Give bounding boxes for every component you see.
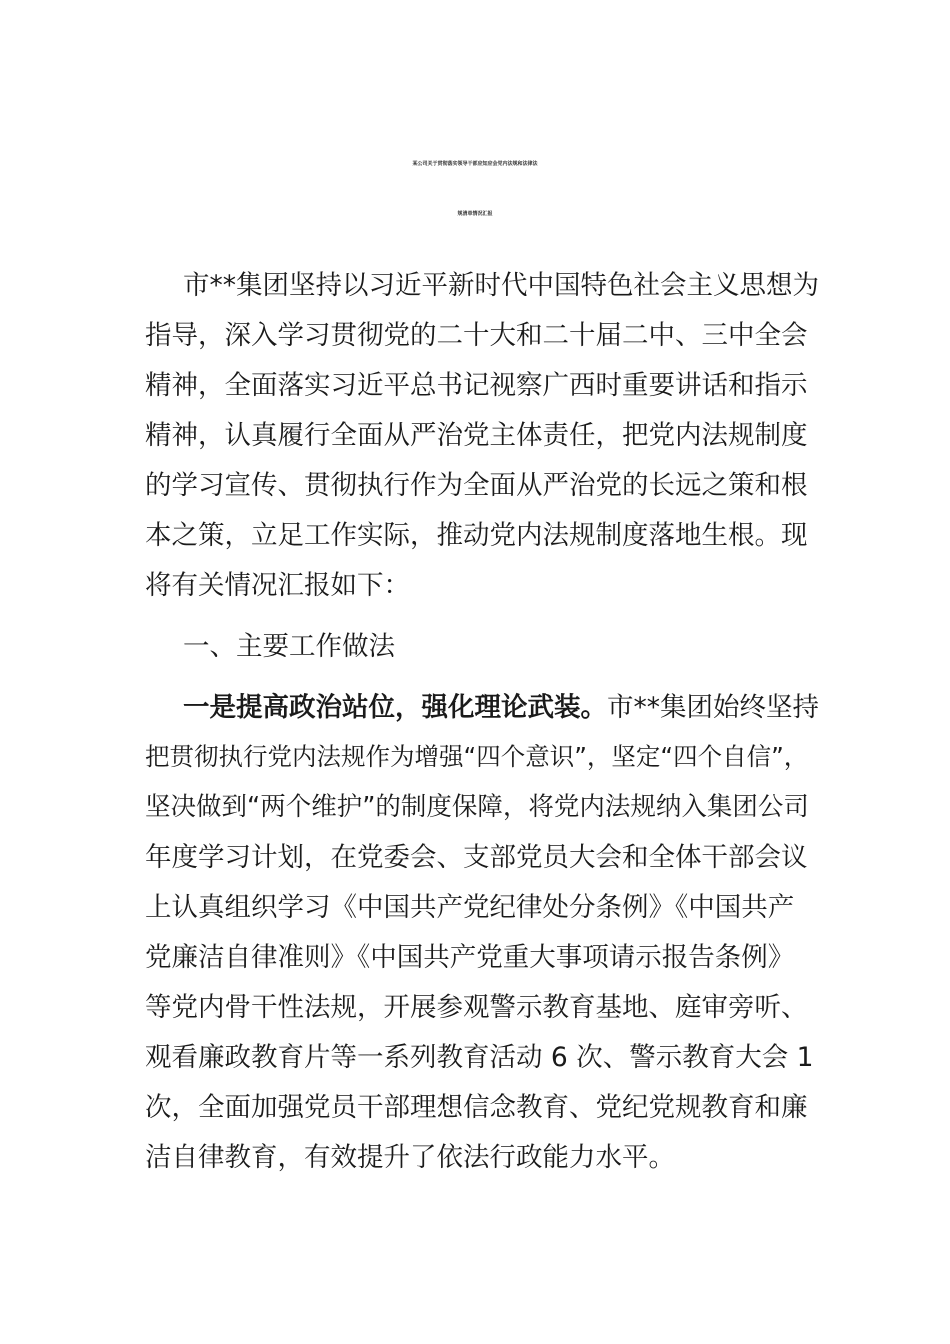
document-title-line-1: 某公司关于贯彻落实领导干部应知应会党内法规和法律法 [412, 161, 538, 167]
intro-line: 精神，认真履行全面从严治党主体责任，把党内法规制度 [145, 420, 808, 451]
intro-line: 的学习宣传、贯彻执行作为全面从严治党的长远之策和根 [145, 470, 808, 501]
paragraph-line: 党廉洁自律准则》《中国共产党重大事项请示报告条例》 [145, 942, 795, 973]
paragraph-lead-rest: 市**集团始终坚持 [607, 692, 819, 723]
paragraph-line: 坚决做到“两个维护”的制度保障，将党内法规纳入集团公司 [145, 792, 809, 822]
paragraph-line: 上认真组织学习《中国共产党纪律处分条例》《中国共产 [145, 892, 795, 923]
intro-line: 本之策，立足工作实际，推动党内法规制度落地生根。现 [145, 520, 808, 551]
intro-line: 市**集团坚持以习近平新时代中国特色社会主义思想为 [183, 270, 819, 301]
paragraph-lead-bold: 一是提高政治站位，强化理论武装。 [183, 692, 607, 723]
paragraph-line: 观看廉政教育片等一系列教育活动 6 次、警示教育大会 1 [145, 1042, 814, 1073]
section-heading: 一、主要工作做法 [183, 631, 395, 662]
paragraph-line: 年度学习计划，在党委会、支部党员大会和全体干部会议 [145, 842, 808, 873]
paragraph-first-line [183, 692, 819, 723]
paragraph-line: 等党内骨干性法规，开展参观警示教育基地、庭审旁听、 [145, 992, 808, 1023]
intro-line: 精神，全面落实习近平总书记视察广西时重要讲话和指示 [145, 370, 808, 401]
intro-line: 将有关情况汇报如下： [145, 570, 410, 601]
paragraph-line: 洁自律教育，有效提升了依法行政能力水平。 [145, 1142, 675, 1173]
paragraph-line: 把贯彻执行党内法规作为增强“四个意识”，坚定“四个自信”， [145, 742, 809, 771]
paragraph-line: 次，全面加强党员干部理想信念教育、党纪党规教育和廉 [145, 1092, 808, 1123]
intro-line: 指导，深入学习贯彻党的二十大和二十届二中、三中全会 [145, 320, 808, 351]
document-title-line-2: 规清单情况汇报 [457, 211, 493, 217]
